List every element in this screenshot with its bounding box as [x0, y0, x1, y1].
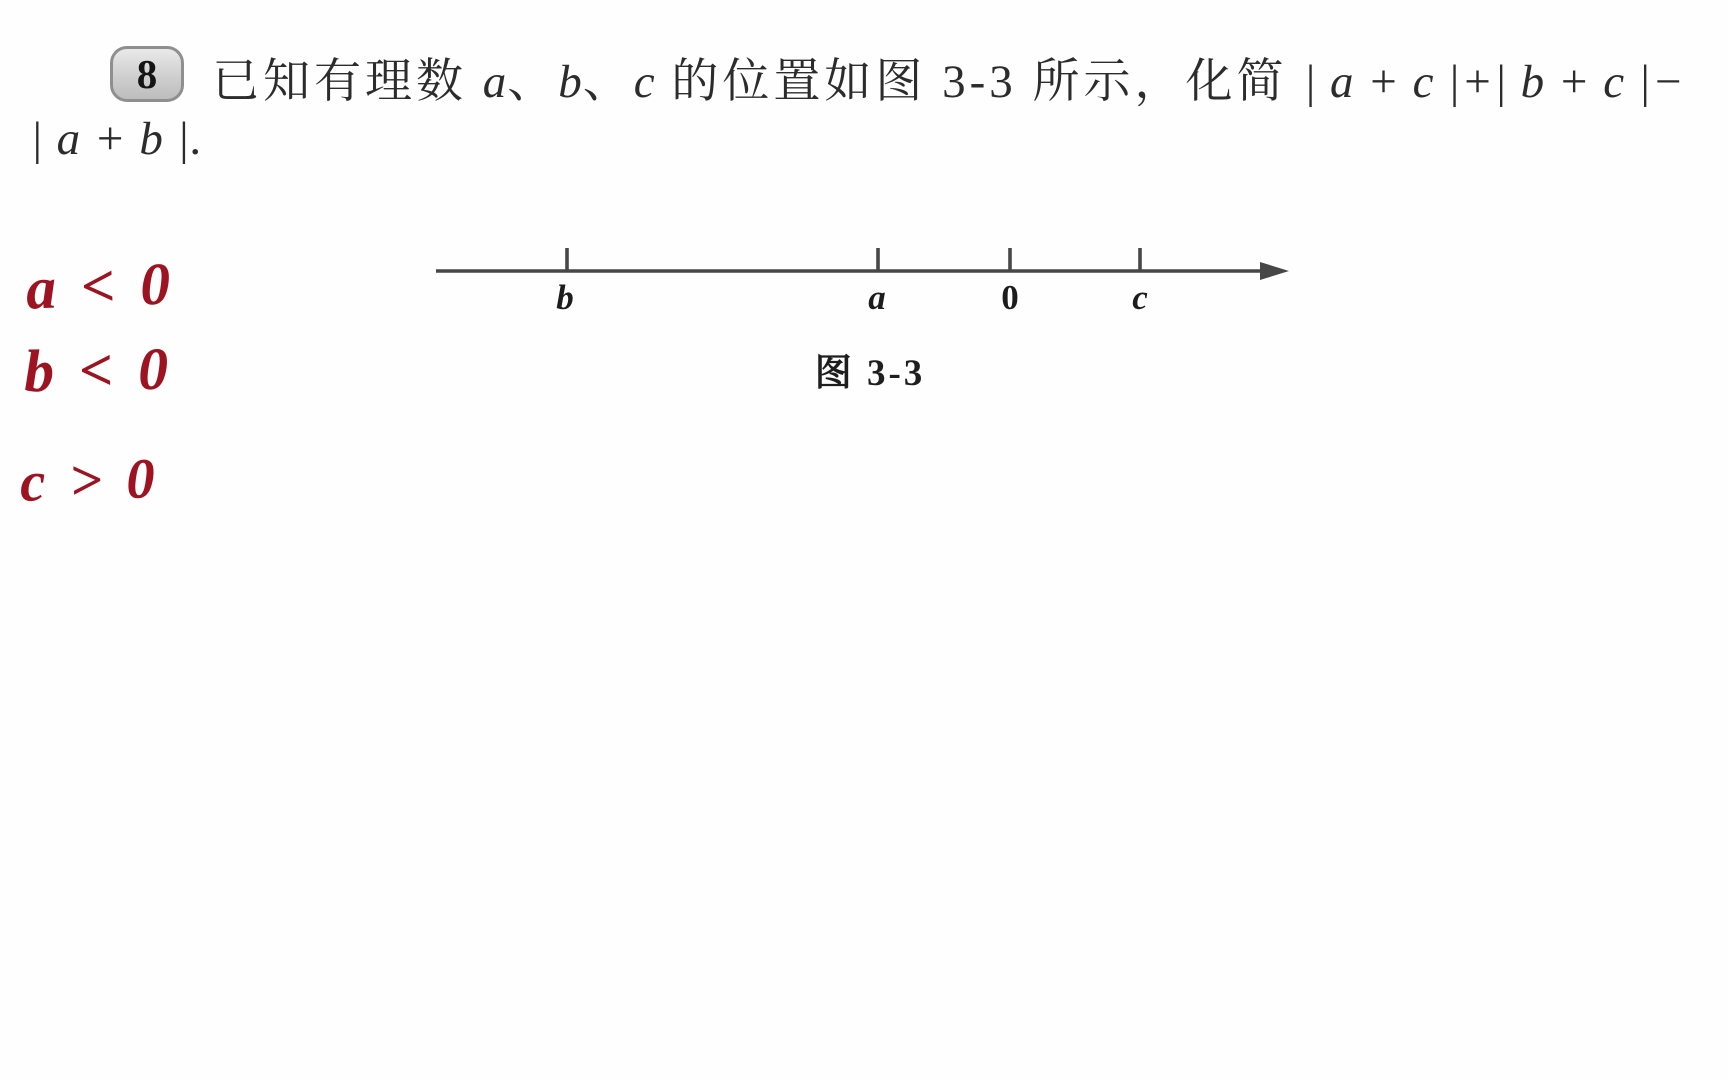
problem-text-cjk: 的位置如图 3-3 所示，化简	[655, 56, 1304, 108]
math-var-a: a	[482, 56, 508, 108]
math-var-b: b	[558, 56, 583, 108]
number-line-label-a: a	[868, 278, 886, 317]
math-expression: | a + c |+| b + c |−	[1303, 56, 1685, 108]
problem-statement-line1	[212, 44, 1685, 111]
handwritten-annotation-c: c > 0	[19, 447, 161, 514]
problem-statement-line2	[30, 112, 203, 166]
number-line-label-c: c	[1132, 278, 1148, 317]
arrow-right-icon	[1260, 262, 1289, 280]
cjk-separator: 、	[582, 56, 634, 108]
cjk-separator: 、	[507, 56, 559, 108]
math-expression-continued: | a + b |.	[30, 113, 204, 165]
number-line-label-b: b	[556, 278, 574, 317]
figure-caption: 图 3-3	[814, 353, 926, 394]
math-var-c: c	[633, 56, 656, 108]
problem-number-badge: 8	[110, 46, 184, 102]
number-line-label-zero: 0	[1001, 278, 1019, 317]
problem-text-cjk: 已知有理数	[212, 56, 483, 108]
number-line-figure	[420, 235, 1290, 320]
handwritten-annotation-a: a < 0	[24, 250, 177, 322]
handwritten-annotation-b: b < 0	[23, 335, 174, 405]
